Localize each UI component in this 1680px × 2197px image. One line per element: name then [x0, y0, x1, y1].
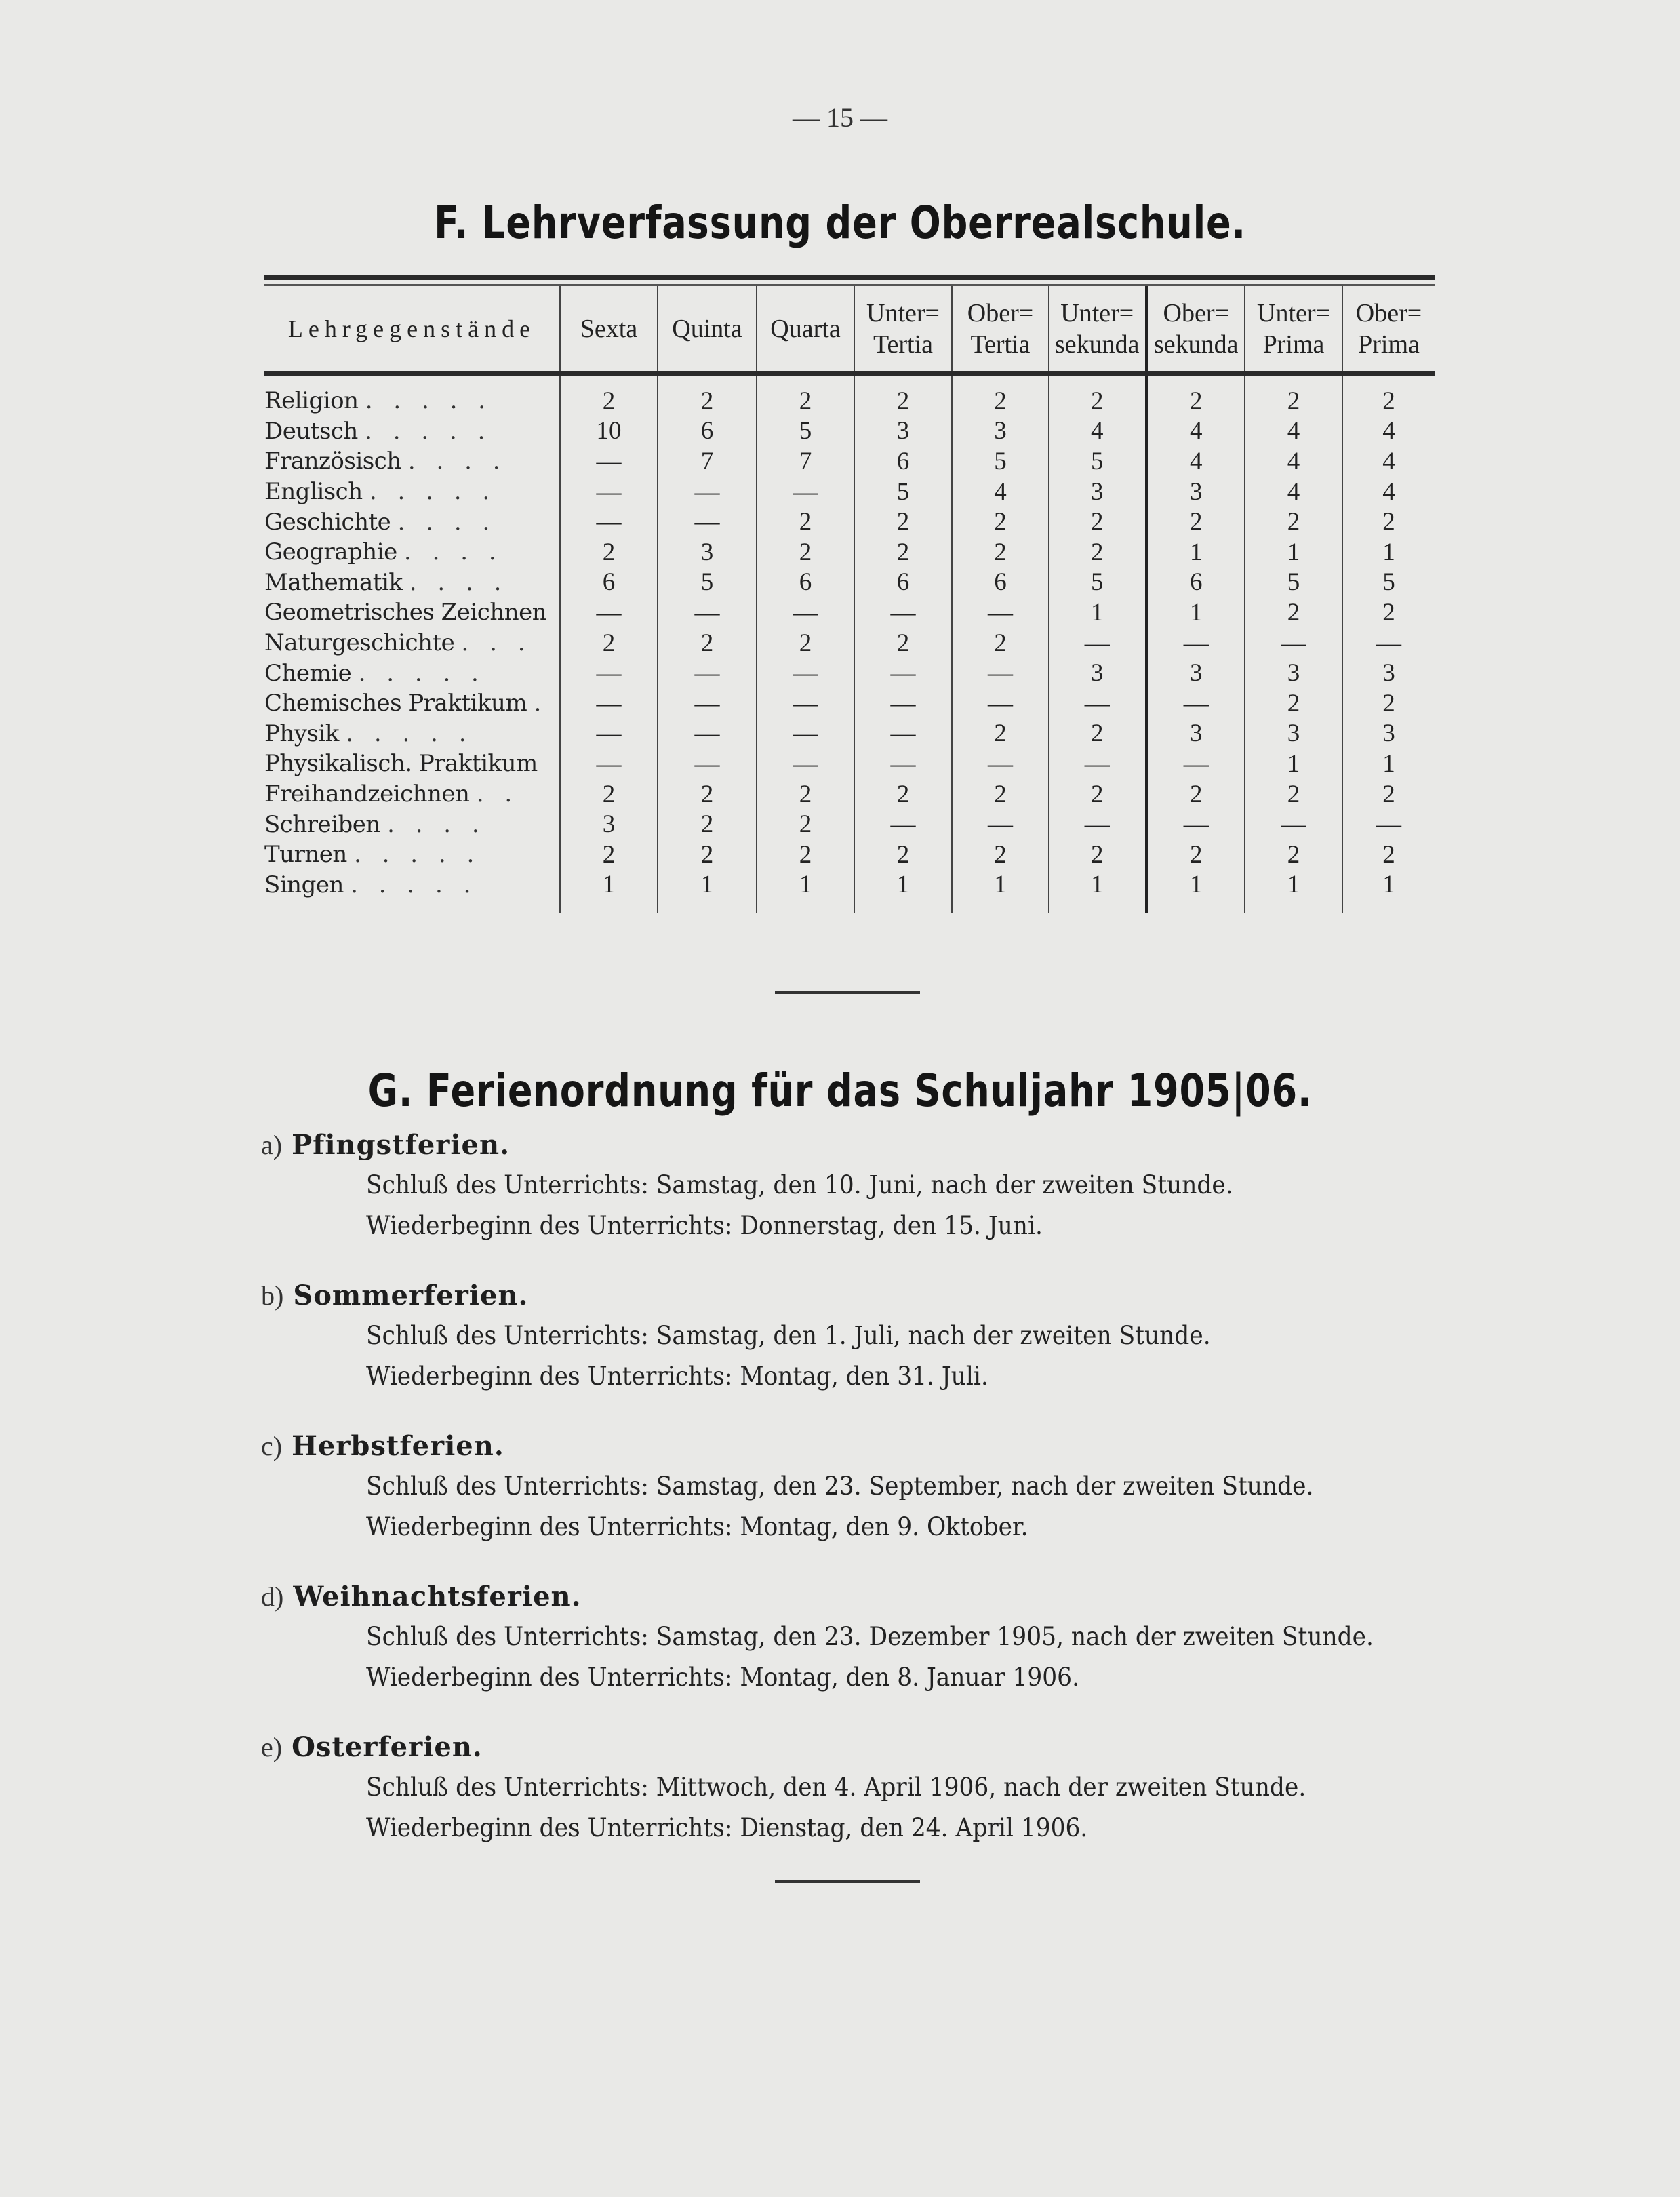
leader-dots: . [534, 690, 548, 717]
leader-dots: . . . . . [354, 841, 481, 869]
holiday-heading [261, 1728, 1454, 1767]
hours-cell: 4 [1049, 416, 1146, 447]
hours-cell: 2 [757, 839, 854, 870]
hours-cell: — [658, 507, 757, 537]
hours-cell: 2 [952, 628, 1049, 658]
column-header-class [757, 286, 854, 371]
hours-cell: 2 [757, 809, 854, 839]
table-header-rule [264, 371, 1435, 376]
hours-cell: 2 [1342, 688, 1435, 719]
hours-cell: — [1342, 628, 1435, 658]
column-header-line2: Prima [1262, 330, 1325, 359]
hours-cell: — [658, 749, 757, 779]
hours-cell: 5 [757, 416, 854, 447]
hours-cell: — [560, 446, 658, 477]
hours-cell: 1 [1342, 537, 1435, 568]
subject-cell [264, 477, 560, 507]
table-row [264, 416, 1435, 447]
hours-cell: 1 [658, 870, 757, 914]
column-header-line2: Prima [1358, 330, 1420, 359]
hours-cell: — [757, 688, 854, 719]
hours-cell: 1 [1245, 537, 1342, 568]
holiday-letter: d) [261, 1581, 284, 1612]
hours-cell: 3 [1245, 719, 1342, 749]
hours-cell: — [757, 719, 854, 749]
subject-name: Französisch [264, 448, 401, 475]
subject-cell [264, 749, 560, 779]
hours-cell: — [854, 688, 952, 719]
subject-cell [264, 839, 560, 870]
holiday-resume-line: Wiederbeginn des Unterrichts: Montag, den 8. Januar 1906. [366, 1663, 1080, 1692]
hours-cell: 2 [757, 628, 854, 658]
subject-cell [264, 688, 560, 719]
subject-cell [264, 809, 560, 839]
hours-cell: 7 [757, 446, 854, 477]
hours-cell: 3 [952, 416, 1049, 447]
hours-cell: 5 [1342, 568, 1435, 598]
section-divider [775, 991, 920, 994]
column-header-line1: Quinta [672, 314, 742, 343]
column-header-line2: Tertia [970, 330, 1031, 359]
section-f-title: F. Lehrverfassung der Oberrealschule. [434, 197, 1246, 249]
hours-cell: 2 [952, 779, 1049, 810]
hours-cell: 6 [854, 446, 952, 477]
hours-cell: — [1049, 749, 1146, 779]
holiday-entry [261, 1427, 1454, 1547]
hours-cell: — [1146, 628, 1245, 658]
hours-cell: — [952, 688, 1049, 719]
hours-cell: 5 [1049, 568, 1146, 598]
subject-name: Geographie [264, 538, 397, 566]
hours-cell: 2 [757, 507, 854, 537]
column-header-line1: Ober= [1163, 298, 1229, 328]
hours-cell: — [854, 719, 952, 749]
column-header-class [560, 286, 658, 371]
hours-cell: 5 [854, 477, 952, 507]
column-header-line1: Lehrgegenstände [287, 315, 536, 342]
hours-cell: 2 [1146, 507, 1245, 537]
subject-cell [264, 658, 560, 688]
leader-dots: . . . . [387, 810, 486, 838]
table-row [264, 839, 1435, 870]
subject-name: Geschichte [264, 508, 391, 536]
hours-cell: 2 [952, 839, 1049, 870]
leader-dots: . . . . . [365, 387, 493, 415]
table-row [264, 870, 1435, 914]
subject-cell [264, 628, 560, 658]
hours-cell: 2 [1049, 719, 1146, 749]
leader-dots: . . . . . [346, 719, 473, 747]
column-header-line1: Unter= [1257, 298, 1330, 328]
column-header-line1: Unter= [1060, 298, 1134, 328]
hours-cell: 2 [1245, 376, 1342, 416]
hours-cell: 2 [854, 376, 952, 416]
hours-cell: — [854, 597, 952, 628]
holiday-end-line: Schluß des Unterrichts: Samstag, den 23. Dezember 1905, nach der zweiten Stunde. [366, 1622, 1374, 1651]
hours-cell: 4 [1146, 416, 1245, 447]
holiday-letter: a) [261, 1130, 283, 1160]
hours-cell: 4 [1245, 416, 1342, 447]
hours-cell: — [658, 658, 757, 688]
hours-cell: 1 [1049, 870, 1146, 914]
hours-cell: 2 [1342, 507, 1435, 537]
hours-cell: — [560, 719, 658, 749]
holiday-resume-line: Wiederbeginn des Unterrichts: Montag, den 31. Juli. [366, 1362, 988, 1391]
hours-cell: 3 [1146, 477, 1245, 507]
hours-cell: 3 [1245, 658, 1342, 688]
table-top-rule [264, 275, 1435, 280]
hours-cell: 2 [952, 537, 1049, 568]
hours-cell: — [1245, 628, 1342, 658]
holiday-resume-line: Wiederbeginn des Unterrichts: Donnerstag, den 15. Juni. [366, 1211, 1043, 1240]
curriculum-grid [264, 286, 1435, 913]
hours-cell: 2 [658, 839, 757, 870]
holiday-name: Pfingstferien. [292, 1129, 510, 1161]
table-row [264, 628, 1435, 658]
hours-cell: 1 [1245, 749, 1342, 779]
hours-cell: 6 [952, 568, 1049, 598]
table-row [264, 446, 1435, 477]
leader-dots: . . . . . [351, 871, 478, 898]
column-header-class [1342, 286, 1435, 371]
hours-cell: 6 [658, 416, 757, 447]
hours-cell: 2 [1245, 507, 1342, 537]
hours-cell: — [658, 688, 757, 719]
hours-cell: — [560, 477, 658, 507]
hours-cell: 2 [658, 376, 757, 416]
hours-cell: 2 [952, 376, 1049, 416]
hours-cell: 2 [1342, 779, 1435, 810]
subject-cell [264, 376, 560, 416]
leader-dots: . . . . . [365, 417, 492, 445]
column-header-class [1049, 286, 1146, 371]
holiday-list [261, 1126, 1454, 1878]
hours-cell: — [560, 749, 658, 779]
hours-cell: — [1146, 809, 1245, 839]
hours-cell: — [854, 809, 952, 839]
subject-cell [264, 416, 560, 447]
hours-cell: 3 [658, 537, 757, 568]
holiday-entry [261, 1276, 1454, 1397]
holiday-resume-line: Wiederbeginn des Unterrichts: Dienstag, den 24. April 1906. [366, 1813, 1088, 1842]
column-header-line2: Tertia [873, 330, 934, 359]
hours-cell: 5 [1245, 568, 1342, 598]
subject-name: Freihandzeichnen [264, 780, 470, 808]
hours-cell: 1 [1342, 870, 1435, 914]
subject-cell [264, 597, 560, 628]
hours-cell: — [854, 749, 952, 779]
table-row [264, 658, 1435, 688]
subject-name: Chemie [264, 659, 352, 687]
hours-cell: — [1049, 809, 1146, 839]
holiday-heading [261, 1276, 1454, 1315]
hours-cell: 2 [560, 779, 658, 810]
hours-cell: 2 [1049, 507, 1146, 537]
hours-cell: — [1146, 749, 1245, 779]
hours-cell: — [560, 688, 658, 719]
hours-cell: 2 [1245, 839, 1342, 870]
table-row [264, 477, 1435, 507]
hours-cell: 2 [854, 839, 952, 870]
hours-cell: 3 [1049, 477, 1146, 507]
hours-cell: 4 [1342, 416, 1435, 447]
hours-cell: 2 [1146, 839, 1245, 870]
hours-cell: — [658, 597, 757, 628]
hours-cell: 4 [952, 477, 1049, 507]
column-header-class [952, 286, 1049, 371]
page-end-divider [775, 1880, 920, 1883]
hours-cell: 2 [952, 507, 1049, 537]
hours-cell: 1 [952, 870, 1049, 914]
hours-cell: 2 [854, 628, 952, 658]
column-header-class [854, 286, 952, 371]
subject-name: Physikalisch. Praktikum [264, 750, 538, 778]
hours-cell: — [560, 507, 658, 537]
holiday-heading [261, 1126, 1454, 1165]
subject-cell [264, 537, 560, 568]
table-row [264, 749, 1435, 779]
table-row [264, 719, 1435, 749]
hours-cell: — [560, 597, 658, 628]
hours-cell: 3 [560, 809, 658, 839]
hours-cell: 6 [854, 568, 952, 598]
hours-cell: 2 [854, 779, 952, 810]
subject-name: Naturgeschichte [264, 629, 455, 657]
subject-name: Mathematik [264, 568, 403, 596]
subject-cell [264, 719, 560, 749]
hours-cell: 4 [1342, 446, 1435, 477]
table-row [264, 568, 1435, 598]
subject-name: Turnen [264, 841, 347, 869]
holiday-heading [261, 1577, 1454, 1617]
hours-cell: 5 [1049, 446, 1146, 477]
hours-cell: 4 [1342, 477, 1435, 507]
hours-cell: 1 [1146, 597, 1245, 628]
table-header-row [264, 286, 1435, 371]
curriculum-table [264, 275, 1435, 913]
hours-cell: — [952, 809, 1049, 839]
subject-name: Deutsch [264, 417, 358, 445]
hours-cell: — [952, 749, 1049, 779]
hours-cell: 2 [658, 628, 757, 658]
hours-cell: 2 [952, 719, 1049, 749]
column-header-line2: sekunda [1153, 330, 1239, 359]
hours-cell: 2 [1049, 376, 1146, 416]
subject-name: Geometrisches Zeichnen [264, 599, 547, 627]
column-header-subjects [264, 286, 560, 371]
holiday-entry [261, 1577, 1454, 1698]
subject-cell [264, 507, 560, 537]
hours-cell: — [952, 658, 1049, 688]
hours-cell: — [1245, 809, 1342, 839]
table-row [264, 779, 1435, 810]
leader-dots: . . . . [407, 448, 507, 475]
hours-cell: — [1049, 628, 1146, 658]
hours-cell: — [1342, 809, 1435, 839]
hours-cell: 3 [854, 416, 952, 447]
hours-cell: 2 [560, 376, 658, 416]
hours-cell: 1 [560, 870, 658, 914]
hours-cell: 2 [560, 537, 658, 568]
leader-dots: . . . . [397, 508, 497, 536]
hours-cell: 2 [1342, 597, 1435, 628]
subject-name: Singen [264, 871, 344, 898]
table-row [264, 507, 1435, 537]
subject-name: Physik [264, 719, 339, 747]
hours-cell: 5 [658, 568, 757, 598]
holiday-entry [261, 1126, 1454, 1246]
subject-cell [264, 870, 560, 914]
column-header-line1: Unter= [866, 298, 940, 328]
table-row [264, 376, 1435, 416]
hours-cell: — [1146, 688, 1245, 719]
holiday-heading [261, 1427, 1454, 1466]
column-header-line1: Quarta [770, 314, 841, 343]
leader-dots: . . . . . [369, 478, 497, 506]
table-row [264, 809, 1435, 839]
holiday-end-line: Schluß des Unterrichts: Samstag, den 10. Juni, nach der zweiten Stunde. [366, 1170, 1233, 1200]
hours-cell: 1 [854, 870, 952, 914]
holiday-letter: e) [261, 1732, 283, 1762]
holiday-name: Weihnachtsferien. [293, 1581, 582, 1612]
holiday-resume-line: Wiederbeginn des Unterrichts: Montag, den 9. Oktober. [366, 1512, 1028, 1541]
hours-cell: 10 [560, 416, 658, 447]
table-body [264, 376, 1435, 913]
hours-cell: 7 [658, 446, 757, 477]
hours-cell: 6 [757, 568, 854, 598]
hours-cell: 2 [1049, 839, 1146, 870]
hours-cell: — [757, 477, 854, 507]
hours-cell: 2 [1049, 537, 1146, 568]
hours-cell: 2 [560, 628, 658, 658]
hours-cell: — [757, 597, 854, 628]
leader-dots: . . . . [409, 568, 508, 596]
hours-cell: 2 [1146, 779, 1245, 810]
hours-cell: 2 [658, 809, 757, 839]
subject-name: Chemisches Praktikum [264, 690, 527, 717]
page-number: — 15 — [793, 102, 887, 133]
hours-cell: 6 [1146, 568, 1245, 598]
subject-name: Schreiben [264, 810, 380, 838]
table-row [264, 597, 1435, 628]
hours-cell: — [658, 477, 757, 507]
hours-cell: 1 [1342, 749, 1435, 779]
hours-cell: 1 [1245, 870, 1342, 914]
table-row [264, 537, 1435, 568]
hours-cell: 6 [560, 568, 658, 598]
hours-cell: — [658, 719, 757, 749]
holiday-end-line: Schluß des Unterrichts: Mittwoch, den 4. April 1906, nach der zweiten Stunde. [366, 1773, 1306, 1802]
hours-cell: 4 [1146, 446, 1245, 477]
leader-dots: . . [476, 780, 519, 808]
hours-cell: — [854, 658, 952, 688]
column-header-class [658, 286, 757, 371]
hours-cell: — [952, 597, 1049, 628]
leader-dots: . . . . . [358, 659, 485, 687]
hours-cell: 2 [658, 779, 757, 810]
hours-cell: 3 [1342, 719, 1435, 749]
hours-cell: 1 [1049, 597, 1146, 628]
hours-cell: 5 [952, 446, 1049, 477]
hours-cell: — [560, 658, 658, 688]
subject-cell [264, 446, 560, 477]
holiday-name: Herbstferien. [292, 1430, 504, 1462]
hours-cell: 2 [854, 507, 952, 537]
hours-cell: — [757, 749, 854, 779]
hours-cell: 2 [1342, 376, 1435, 416]
hours-cell: 2 [1245, 597, 1342, 628]
column-header-line1: Ober= [967, 298, 1034, 328]
hours-cell: 2 [560, 839, 658, 870]
hours-cell: 2 [1245, 688, 1342, 719]
holiday-end-line: Schluß des Unterrichts: Samstag, den 23. September, nach der zweiten Stunde. [366, 1471, 1314, 1501]
section-g-title: G. Ferienordnung für das Schuljahr 1905|06. [367, 1065, 1313, 1117]
column-header-line1: Sexta [580, 314, 638, 343]
subject-cell [264, 779, 560, 810]
hours-cell: 2 [1049, 779, 1146, 810]
subject-name: Englisch [264, 478, 363, 506]
hours-cell: 2 [757, 376, 854, 416]
column-header-class [1245, 286, 1342, 371]
hours-cell: 3 [1146, 719, 1245, 749]
hours-cell: 3 [1049, 658, 1146, 688]
table-row [264, 688, 1435, 719]
column-header-class [1146, 286, 1245, 371]
leader-dots: . . . [461, 629, 532, 657]
holiday-end-line: Schluß des Unterrichts: Samstag, den 1. Juli, nach der zweiten Stunde. [366, 1321, 1211, 1350]
hours-cell: — [757, 658, 854, 688]
hours-cell: 2 [757, 537, 854, 568]
holiday-name: Sommerferien. [293, 1280, 529, 1311]
hours-cell: 2 [757, 779, 854, 810]
hours-cell: 1 [757, 870, 854, 914]
hours-cell: 1 [1146, 870, 1245, 914]
column-header-line2: sekunda [1054, 330, 1140, 359]
leader-dots: . . . . [404, 538, 503, 566]
column-header-line1: Ober= [1355, 298, 1422, 328]
holiday-entry [261, 1728, 1454, 1848]
hours-cell: 3 [1146, 658, 1245, 688]
subject-cell [264, 568, 560, 598]
holiday-name: Osterferien. [292, 1731, 483, 1763]
hours-cell: 4 [1245, 477, 1342, 507]
hours-cell: 2 [1342, 839, 1435, 870]
hours-cell: 2 [1146, 376, 1245, 416]
hours-cell: 2 [854, 537, 952, 568]
hours-cell: 3 [1342, 658, 1435, 688]
hours-cell: 1 [1146, 537, 1245, 568]
subject-name: Religion [264, 387, 359, 415]
hours-cell: 4 [1245, 446, 1342, 477]
hours-cell: — [1049, 688, 1146, 719]
holiday-letter: b) [261, 1280, 284, 1311]
holiday-letter: c) [261, 1431, 283, 1461]
hours-cell: 2 [1245, 779, 1342, 810]
